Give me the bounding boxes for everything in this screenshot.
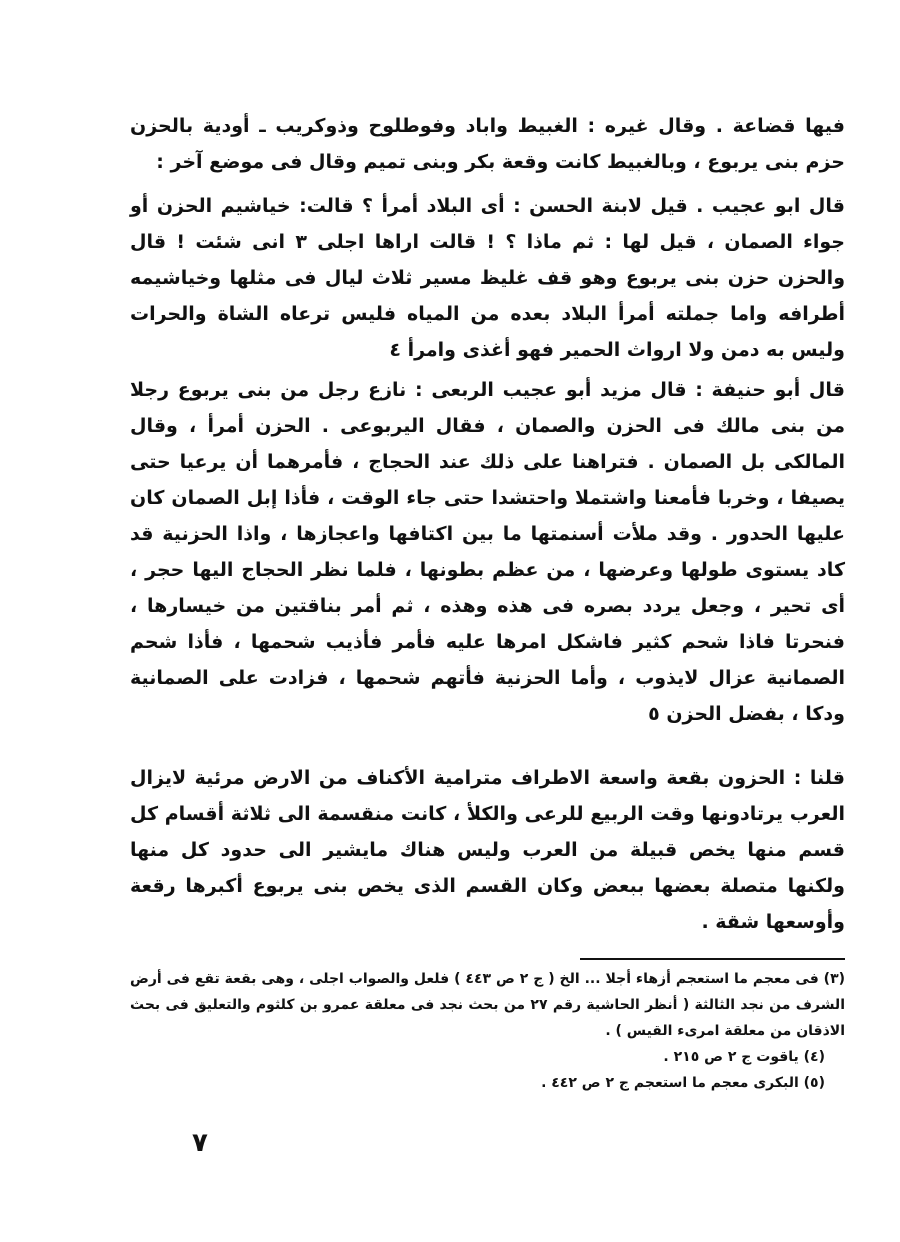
page-number: ٧ (192, 1128, 208, 1158)
body-paragraph-1: فيها قضاعة . وقال غيره : الغبيط واباد وفوطلوح وذوكريب ـ أودية بالحزن حزم بنى يربوع ، وبالغبيط كانت وقعة بكر وبنى تميم وقال فى موضع آخر : (130, 115, 845, 173)
body-paragraph-3: قال أبو حنيفة : قال مزيد أبو عجيب الربعى : نازع رجل من بنى يربوع رجلا من بنى مالك فى الحزن والصمان ، فقال اليربوعى . الحزن أمرأ ، وقال المالكى بل الصمان . فتراهنا على ذلك عند الحجاج ، فأمرهما أن يرعيا حتى يصيفا ، وخربا فأمعنا واشتملا واحتشدا حتى جاء الوقت ، فأذا إبل الصمان كان عليها الحدور . وقد ملأت أسنمتها ما بين اكتافها واعجازها ، واذا الحزنية قد كاد يستوى طولها وعرضها ، من عظم بطونها ، فلما نظر الحجاج اليها حجر ، أى تحير ، وجعل يردد بصره فى هذه وهذه ، ثم أمر بناقتين من خيسارها ، فنحرتا فاذا شحم كثير فاشكل امرها عليه فأمر فأذيب شحمها ، فأذا شحم الصمانية عزال لايذوب ، وأما الحزنية فأتهم شحمها ، فزادت على الصمانية ودكا ، بفضل الحزن ٥ (130, 379, 845, 725)
footnote-4: (٤) ياقوت ج ٢ ص ٢١٥ . (663, 1049, 825, 1065)
footnotes (130, 966, 845, 1096)
body-paragraph-2: قال ابو عجيب . قيل لابنة الحسن : أى البلاد أمرأ ؟ قالت: خياشيم الحزن أو جواء الصمان ، قيل لها : ثم ماذا ؟ ! قالت اراها اجلى ٣ انى شئت ! قال والحزن حزن بنى يربوع وهو قف غليظ مسير ثلاث ليال فى مثلها وخياشيمه أطرافه واما جملته أمرأ البلاد بعده من المياه فليس ترعاه الشاة والحرات وليس به دمن ولا ارواث الحمير فهو أغذى وامرأ ٤ (130, 195, 845, 361)
footnote-divider (580, 958, 845, 960)
footnote-5: (٥) البكرى معجم ما استعجم ج ٢ ص ٤٤٢ . (541, 1075, 825, 1091)
footnote-3: (٣) فى معجم ما استعجم أزهاء أجلا ... الخ ( ج ٢ ص ٤٤٣ ) فلعل والصواب اجلى ، وهى بقعة تقع فى أرض الشرف من نجد الثالثة ( أنظر الحاشية رقم ٢٧ من بحث نجد فى معلقة عمرو بن كلثوم والتعليق فى بحث الاذقان من معلقة امرىء القيس ) . (130, 971, 846, 1039)
body-paragraph-4: قلنا : الحزون بقعة واسعة الاطراف مترامية الأكناف من الارض مرئية لايزال العرب يرتادونها وقت الربيع للرعى والكلأ ، كانت منقسمة الى ثلاثة أقسام كل قسم منها يخص قبيلة من العرب وليس هناك مايشير الى حدود كل منها ولكنها متصلة بعضها ببعض وكان القسم الذى يخص بنى يربوع أكبرها رقعة وأوسعها شقة . (130, 767, 845, 933)
